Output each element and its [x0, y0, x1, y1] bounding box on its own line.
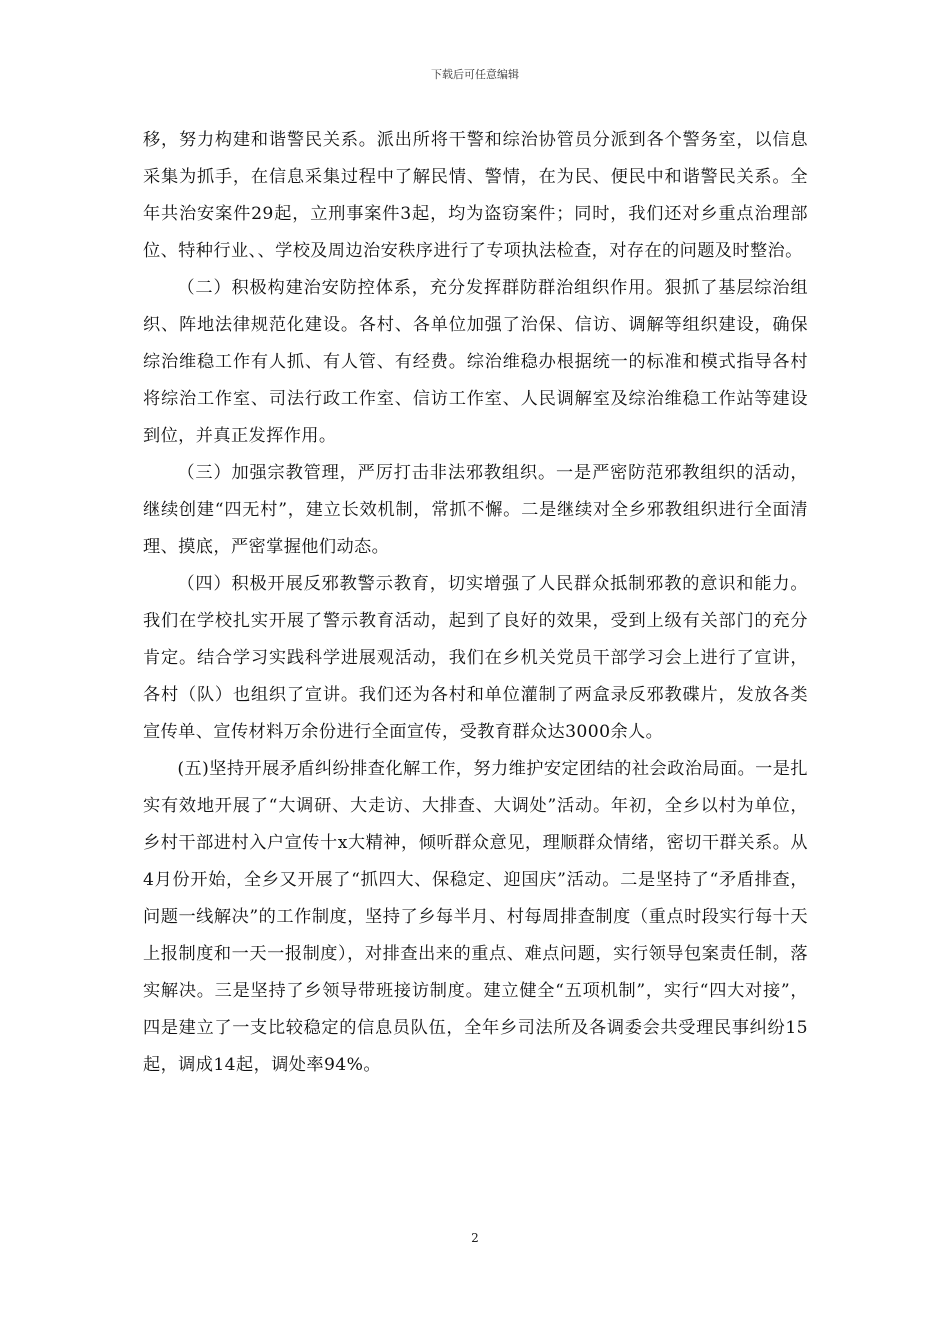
paragraph-continuation: 移，努力构建和谐警民关系。派出所将干警和综治协管员分派到各个警务室，以信息采集为抓手，在信息采集过程中了解民情、警情，在为民、便民中和谐警民关系。全年共治安案件29起，立刑事案件3起，均为盗窃案件；同时，我们还对乡重点治理部位、特种行业、、学校及周边治安秩序进行了专项执法检查，对存在的问题及时整治。	[143, 130, 808, 261]
page-header: 下载后可任意编辑	[431, 68, 519, 81]
page-number: 2	[471, 1231, 479, 1245]
paragraph-section-2: （二）积极构建治安防控体系，充分发挥群防群治组织作用。狠抓了基层综治组织、阵地法律规范化建设。各村、各单位加强了治保、信访、调解等组织建设，确保综治维稳工作有人抓、有人管、有经费。综治维稳办根据统一的标准和模式指导各村将综治工作室、司法行政工作室、信访工作室、人民调解室及综治维稳工作站等建设到位，并真正发挥作用。	[143, 278, 808, 446]
document-body	[143, 122, 808, 1084]
paragraph-section-4: （四）积极开展反邪教警示教育，切实增强了人民群众抵制邪教的意识和能力。我们在学校扎实开展了警示教育活动，起到了良好的效果，受到上级有关部门的充分肯定。结合学习实践科学进展观活动，我们在乡机关党员干部学习会上进行了宣讲，各村（队）也组织了宣讲。我们还为各村和单位灌制了两盒录反邪教碟片，发放各类宣传单、宣传材料万余份进行全面宣传，受教育群众达3000余人。	[143, 574, 808, 742]
paragraph-section-5: (五)坚持开展矛盾纠纷排查化解工作，努力维护安定团结的社会政治局面。一是扎实有效地开展了“大调研、大走访、大排查、大调处”活动。年初，全乡以村为单位，乡村干部进村入户宣传十x大精神，倾听群众意见，理顺群众情绪，密切干群关系。从4月份开始，全乡又开展了“抓四大、保稳定、迎国庆”活动。二是坚持了“矛盾排查，问题一线解决”的工作制度，坚持了乡每半月、村每周排查制度（重点时段实行每十天上报制度和一天一报制度），对排查出来的重点、难点问题，实行领导包案责任制，落实解决。三是坚持了乡领导带班接访制度。建立健全“五项机制”，实行“四大对接”，四是建立了一支比较稳定的信息员队伍，全年乡司法所及各调委会共受理民事纠纷15起，调成14起，调处率94%。	[143, 759, 808, 1075]
paragraph-section-3: （三）加强宗教管理，严厉打击非法邪教组织。一是严密防范邪教组织的活动，继续创建“四无村”，建立长效机制，常抓不懈。二是继续对全乡邪教组织进行全面清理、摸底，严密掌握他们动态。	[143, 463, 808, 557]
